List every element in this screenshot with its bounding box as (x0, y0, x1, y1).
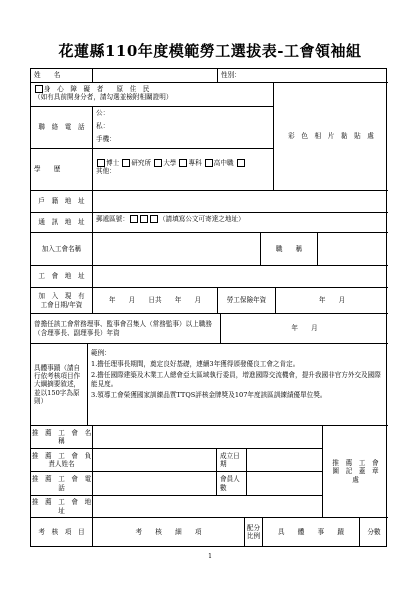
phone-mobile: 手機： (96, 135, 116, 144)
edu-checkbox-graduate[interactable] (122, 159, 130, 167)
position-field[interactable] (318, 233, 388, 266)
join-date-label-line2: 工會日期/年資 (40, 300, 83, 309)
postal-box-2[interactable] (140, 215, 148, 223)
edu-other: 其他： (96, 167, 116, 176)
education-label: 學 歷 (31, 149, 93, 191)
name-label: 姓 名 (31, 69, 93, 83)
disability-note: （如有具前開身分者，請勾選並檢附相關證明） (34, 93, 173, 102)
seal-area[interactable]: 推 薦 工 會 圖 記 蓋 章 處 (323, 426, 388, 518)
example-title: 範例： (91, 349, 111, 357)
edu-checkbox-college[interactable] (179, 159, 187, 167)
phone-home: 私： (96, 122, 110, 131)
example-item-1: 1.擔任理事長期間，奠定良好基礎，連續3年獲得頒發優良工會之肯定。 (91, 360, 300, 369)
name-field[interactable] (93, 69, 218, 83)
edu-option-phd: 博士 (106, 159, 120, 167)
join-date-label (31, 288, 93, 314)
postal-box-1[interactable] (130, 215, 138, 223)
household-addr-label: 戶 籍 地 址 (31, 191, 93, 213)
prior-roles-field[interactable]: 年 月 (221, 314, 388, 344)
exam-items-header: 考 核 項 目 (31, 518, 93, 546)
concrete-deeds-header: 具 體 事 蹟 (263, 518, 360, 546)
edu-checkbox-university[interactable] (154, 159, 162, 167)
gender-field[interactable] (218, 69, 388, 83)
edu-checkbox-other[interactable] (237, 159, 245, 167)
phone-fields[interactable] (93, 107, 274, 149)
example-item-2: 2.擔任國際建築及木業工人總會亞太區域執行委員，增進國際交流機會，提升我國非官方外交及國際能見度。 (91, 371, 381, 388)
application-form (30, 68, 387, 547)
deeds-field[interactable] (88, 344, 388, 426)
join-date-label-line1: 加 入 現 有 (38, 292, 85, 301)
nominating-head-field[interactable] (93, 449, 217, 472)
founding-date-label: 成立日期 (217, 449, 247, 472)
edu-option-college: 專科 (188, 159, 202, 167)
join-date-field[interactable]: 年 月 日共 年 月 (93, 288, 218, 314)
insurance-label: 勞工保險年資 (218, 288, 276, 314)
disability-label: 身 心 障 礙 者 原 住 民 (44, 85, 150, 93)
nominating-phone-label: 推 薦 工 會 電 話 (31, 472, 93, 496)
exam-detail-header: 考 核 細 項 (93, 518, 245, 546)
nominating-union-field[interactable] (93, 426, 323, 449)
insurance-field[interactable]: 年 月 (276, 288, 388, 314)
nominating-union-label: 推 薦 工 會 名 稱 (31, 426, 93, 449)
prior-roles-label: 曾擔任該工會常務理事、監事會召集人（常務監事）以上職務（含理事長、副理事長）年資 (31, 314, 221, 344)
nominating-head-label: 推 薦 工 會 負責人姓名 (31, 449, 93, 472)
household-addr-field[interactable] (93, 191, 388, 213)
mail-addr-label: 通 訊 地 址 (31, 213, 93, 233)
union-name-field[interactable] (93, 233, 261, 266)
disability-checkbox[interactable] (35, 85, 43, 93)
edu-option-highschool: 高中職 (213, 159, 234, 167)
gender-label: 性別： (221, 71, 241, 80)
mail-addr-field[interactable] (93, 213, 388, 233)
edu-checkbox-highschool[interactable] (205, 159, 213, 167)
disability-section (31, 83, 274, 107)
nominating-addr-label: 推 薦 工 會 地 址 (31, 496, 93, 518)
photo-area[interactable]: 彩 色 相 片 黏 貼 處 (274, 83, 388, 191)
position-label: 職 稱 (261, 233, 318, 266)
education-options[interactable] (93, 149, 274, 191)
postal-code-label: 郵遞區號： (96, 215, 129, 223)
nominating-phone-field[interactable] (93, 472, 217, 496)
form-title: 花蓮縣110年度模範勞工選拔表-工會領袖組 (58, 42, 362, 60)
founding-date-field[interactable] (247, 449, 323, 472)
phone-label: 聯 絡 電 話 (31, 107, 93, 149)
postal-note: （請填寫公文可寄達之地址） (158, 215, 245, 223)
weight-header: 配分比例 (245, 518, 263, 546)
member-count-field[interactable] (247, 472, 323, 496)
union-name-label: 加入工會名稱 (31, 233, 93, 266)
phone-office: 公： (96, 109, 110, 117)
deeds-label: 具體事蹟（請自行依考核項目作大綱摘要敘述，並以150字為原則） (31, 344, 88, 426)
member-count-label: 會員人數 (217, 472, 247, 496)
union-addr-field[interactable] (93, 266, 388, 288)
score-header: 分數 (367, 527, 381, 536)
edu-option-graduate: 研究所 (131, 159, 152, 167)
edu-option-university: 大學 (163, 159, 177, 167)
postal-box-3[interactable] (150, 215, 158, 223)
union-addr-label: 工 會 地 址 (31, 266, 93, 288)
page-number: 1 (208, 553, 212, 560)
nominating-addr-field[interactable] (93, 496, 323, 518)
edu-checkbox-phd[interactable] (97, 159, 105, 167)
example-item-3: 3.領導工會榮獲國家訓練品質TTQS評核金牌獎及107年度該區訓練績優單位獎。 (91, 390, 327, 399)
